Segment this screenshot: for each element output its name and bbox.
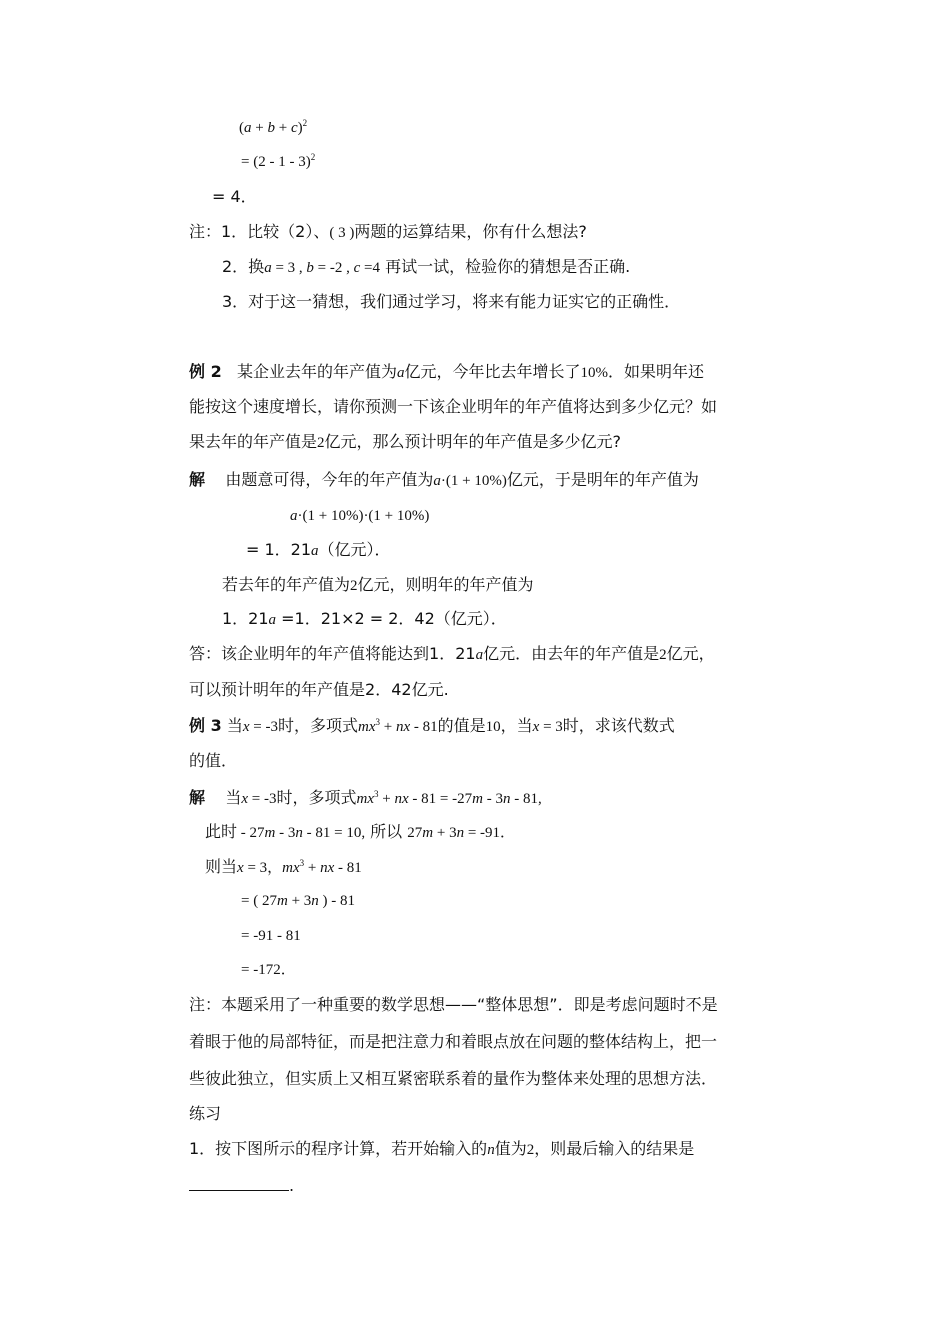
note-3-line-2: 着眼于他的局部特征，而是把注意力和着眼点放在问题的整体结构上，把一: [189, 1032, 718, 1051]
solution-3-line-5: = -91 - 81: [241, 928, 301, 944]
note-3: 3．对于这一猜想，我们通过学习，将来有能力证实它的正确性．: [222, 292, 681, 311]
expr-line-2: = (2 - 1 - 3)$^2$: [241, 152, 316, 170]
expr-line-1: $(a + b + c)^2$: [239, 118, 308, 136]
practice-heading: 练习: [189, 1104, 222, 1123]
practice-1-line-2: .: [189, 1176, 294, 1196]
solution-label: 解: [189, 470, 206, 489]
answer-blank[interactable]: [189, 1176, 289, 1191]
example-label: 例 3: [189, 716, 222, 735]
solution-2-line-4: 若去年的年产值为2亿元，则明年的年产值为: [222, 575, 534, 594]
practice-1-line-1: 1．按下图所示的程序计算，若开始输入的n值为2，则最后输入的结果是: [189, 1139, 695, 1158]
solution-3-line-2: 此时 - 27m - 3n - 81 = 10, 所以 27m + 3n = -91．: [205, 822, 516, 841]
note-2: 2．换a = 3 , b = -2 , c =4 再试一试，检验你的猜想是否正确.: [222, 257, 631, 276]
note-3-line-1: 注：本题采用了一种重要的数学思想——“整体思想”．即是考虑问题时不是: [189, 995, 718, 1014]
solution-3-line-6: = -172．: [241, 962, 296, 978]
example-label: 例 2: [189, 362, 222, 381]
solution-2-line-2: a·(1 + 10%)·(1 + 10%): [290, 508, 430, 524]
example-2-line-1: 例 2 某企业去年的年产值为a亿元，今年比去年增长了10%．如果明年还: [189, 362, 705, 381]
answer-2-line-2: 可以预计明年的年产值是2．42亿元.: [189, 680, 449, 699]
solution-2-line-5: 1．21a =1．21×2 = 2．42（亿元）．: [222, 609, 507, 628]
example-3-line-2: 的值．: [189, 751, 238, 770]
answer-2-line-1: 答：该企业明年的年产值将能达到1．21a亿元．由去年的年产值是2亿元，: [189, 644, 715, 663]
solution-2-line-3: = 1．21a（亿元）．: [246, 540, 391, 559]
expr-line-3: = 4．: [212, 187, 257, 206]
solution-3-line-1: 解 当x = -3时，多项式$mx^3$ + nx - 81 = -27m - 3n - 81,: [189, 788, 542, 807]
note-1: 注：1．比较（2）、( 3 )两题的运算结果，你有什么想法?: [189, 222, 587, 241]
solution-3-line-4: = ( 27m + 3n ) - 81: [241, 893, 356, 909]
note-3-line-3: 些彼此独立，但实质上又相互紧密联系着的量作为整体来处理的思想方法．: [189, 1069, 718, 1088]
solution-label: 解: [189, 788, 206, 807]
example-2-line-3: 果去年的年产值是2亿元，那么预计明年的年产值是多少亿元?: [189, 432, 622, 451]
solution-3-line-3: 则当x = 3，$mx^3$ + nx - 81: [205, 857, 362, 876]
example-3-line-1: 例 3 当x = -3时，多项式$mx^3$ + nx - 81的值是10，当x = 3时，求该代数式: [189, 716, 675, 735]
solution-2-line-1: 解 由题意可得，今年的年产值为a·(1 + 10%)亿元，于是明年的年产值为: [189, 470, 699, 489]
example-2-line-2: 能按这个速度增长，请你预测一下该企业明年的年产值将达到多少亿元？如: [189, 397, 718, 416]
